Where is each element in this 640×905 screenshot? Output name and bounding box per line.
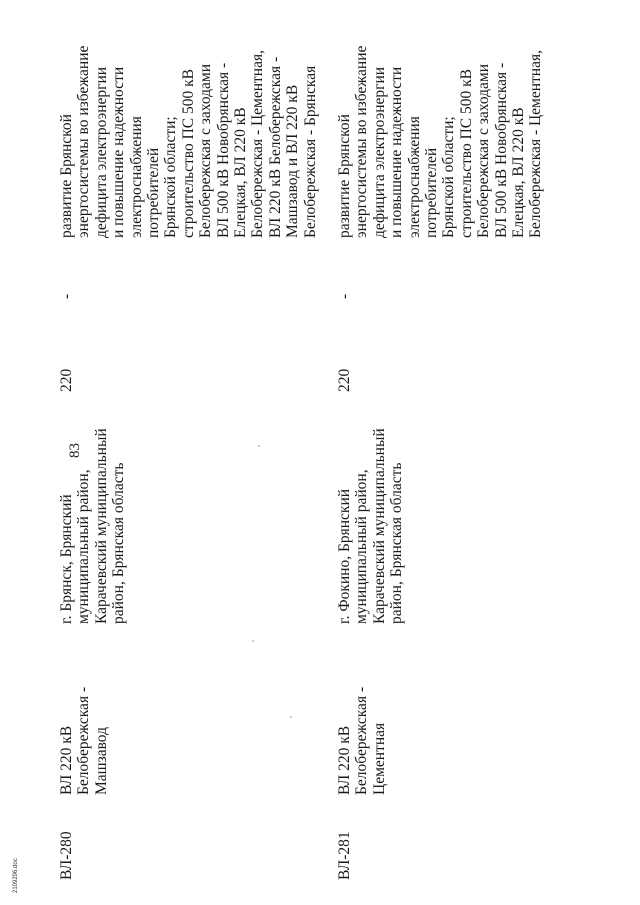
- row-2-location-line: г. Фокино, Брянский: [336, 488, 353, 624]
- row-1-justification-line: Белобережская - Брянская: [301, 65, 319, 238]
- row-1-justification-line: потребителей: [145, 147, 163, 238]
- row-2-line-name: [336, 687, 388, 795]
- row-1-justification-line: энергосистемы во избежание: [75, 45, 93, 238]
- row-1-justification-line: Белобережская с заходами: [197, 63, 215, 238]
- row-2-justification-line: Брянской области;: [440, 116, 458, 238]
- row-2-justification-line: энергосистемы во избежание: [353, 45, 371, 238]
- row-1-voltage: 220: [58, 368, 75, 392]
- row-1-location-line: Карачевский муниципальный: [92, 428, 110, 624]
- row-1-justification-line: ВЛ 500 кВ Новобрянская -: [214, 62, 232, 238]
- row-1-justification-line: развитие Брянской: [58, 114, 75, 238]
- row-2-dash: -: [336, 293, 353, 299]
- row-2-justification: [336, 46, 545, 238]
- row-2-justification-line: ВЛ 500 кВ Новобрянская -: [492, 62, 510, 238]
- row-2-voltage: 220: [336, 368, 353, 392]
- row-2-location: [336, 428, 406, 624]
- row-2-code: ВЛ-281: [336, 831, 353, 880]
- row-2-justification-line: дефицита электроэнергии: [370, 66, 388, 238]
- row-1-dash: -: [58, 293, 75, 299]
- row-1-line-name-line: Белобережская -: [75, 686, 93, 795]
- row-1-line-name-line: Машзавод: [92, 726, 110, 795]
- row-1-justification-line: и повышение надежности: [110, 66, 128, 238]
- row-2-line-name-line: Белобережская -: [353, 686, 371, 795]
- row-1-justification-line: дефицита электроэнергии: [92, 66, 110, 238]
- row-1-justification-line: Белобережская - Цементная,: [249, 50, 267, 238]
- row-1-justification-line: Машзавод и ВЛ 220 кВ: [284, 84, 302, 238]
- row-1-justification-line: Елецкая, ВЛ 220 кВ: [232, 107, 250, 238]
- row-1-code: ВЛ-280: [58, 831, 75, 880]
- row-2-location-line: район, Брянская область: [388, 462, 406, 624]
- row-1-location-line: район, Брянская область: [110, 462, 128, 624]
- row-2-justification-line: Белобережская с заходами: [475, 63, 493, 238]
- row-1-location-line: г. Брянск, Брянский: [58, 494, 75, 624]
- row-2-justification-line: Белобережская - Цементная,: [527, 50, 545, 238]
- row-1-line-name-line: ВЛ 220 кВ: [58, 725, 75, 795]
- row-2-justification-line: строительство ПС 500 кВ: [457, 69, 475, 238]
- row-1-justification-line: строительство ПС 500 кВ: [179, 69, 197, 238]
- row-1-justification-line: Брянской области;: [162, 116, 180, 238]
- row-2-justification-line: и повышение надежности: [388, 66, 406, 238]
- scan-speck: [252, 640, 254, 642]
- row-2-location-line: Карачевский муниципальный: [370, 428, 388, 624]
- row-2-justification-line: развитие Брянской: [336, 114, 353, 238]
- row-2-justification-line: потребителей: [423, 147, 441, 238]
- row-2-location-line: муниципальный район,: [353, 469, 371, 624]
- row-1-line-name: [58, 687, 110, 795]
- footer-file-id: 2109296.doc: [13, 858, 19, 893]
- row-1-location: [58, 428, 128, 624]
- row-1-justification: [58, 46, 319, 238]
- scan-speck: [290, 716, 292, 718]
- row-2-justification-line: электроснабжения: [405, 116, 423, 238]
- row-1-location-line: муниципальный район,: [75, 469, 93, 624]
- scan-speck: [258, 445, 260, 447]
- row-2-line-name-line: Цементная: [370, 722, 388, 795]
- row-2-line-name-line: ВЛ 220 кВ: [336, 725, 353, 795]
- row-2-justification-line: Елецкая, ВЛ 220 кВ: [510, 107, 528, 238]
- page-number: 83: [67, 443, 83, 458]
- row-1-justification-line: электроснабжения: [127, 116, 145, 238]
- row-1-justification-line: ВЛ 220 кВ Белобережская -: [266, 56, 284, 238]
